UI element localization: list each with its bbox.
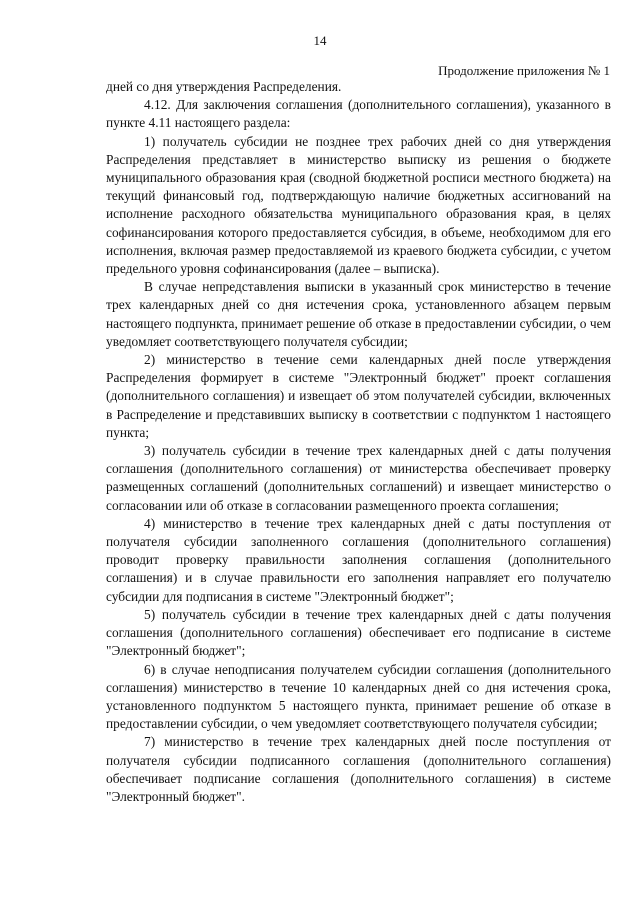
paragraph-4-12: 4.12. Для заключения соглашения (дополнительного соглашения), указанного в пункте 4.11 настоящего раздела: [106, 97, 611, 131]
paragraph-item-3: 3) получатель субсидии в течение трех календарных дней с даты получения соглашения (дополнительного соглашения) от министерства обеспечивает проверку размещенных соглашений (дополнительных соглашений) и извещает министерство о согласовании или об отказе в согласовании размещенного проекта соглашения; [106, 443, 611, 513]
paragraph-item-6: 6) в случае неподписания получателем субсидии соглашения (дополнительного соглашения) министерство в течение 10 календарных дней со дня истечения срока, установленного подпунктом 5 настоящего пункта, принимает решение об отказе в предоставлении субсидии, о чем уведомляет соответствующего получателя субсидии; [106, 661, 611, 732]
paragraph-item-2: 2) министерство в течение семи календарных дней после утверждения Распределения формирует в системе "Электронный бюджет" проект соглашения (дополнительного соглашения) и извещает об этом получателей субсидии, включенных в Распределение и представивших выписку в соответствии с подпунктом 1 настоящего пункта; [106, 352, 611, 440]
paragraph-item-5: 5) получатель субсидии в течение трех календарных дней с даты получения соглашения (дополнительного соглашения) обеспечивает его подписание в системе "Электронный бюджет"; [106, 606, 611, 659]
paragraph-item-4: 4) министерство в течение трех календарных дней с даты поступления от получателя субсидии заполненного соглашения (дополнительного соглашения) проводит проверку правильности заполнения соглашения (дополнительного соглашения) и в случае правильности его заполнения направляет его получателю субсидии для подписания в системе "Электронный бюджет"; [106, 515, 611, 604]
paragraph-intro: дней со дня утверждения Распределения. [106, 79, 342, 94]
appendix-continuation-label: Продолжение приложения № 1 [438, 63, 610, 78]
paragraph-item-1-refusal: В случае непредставления выписки в указанный срок министерство в течение трех календарных дней со дня истечения срока, установленного абзацем первым настоящего подпункта, принимает решение об отказе в предоставлении субсидии, о чем уведомляет соответствующего получателя субсидии; [106, 279, 611, 349]
paragraph-item-7: 7) министерство в течение трех календарных дней после поступления от получателя субсидии подписанного соглашения (дополнительного соглашения) обеспечивает подписание соглашения (дополнительного соглашения) в системе "Электронный бюджет". [106, 734, 611, 804]
paragraph-item-1: 1) получатель субсидии не позднее трех рабочих дней со дня утверждения Распределения представляет в министерство выписку из решения о бюджете муниципального образования края (сводной бюджетной росписи местного бюджета) на текущий финансовый год, подтверждающую наличие бюджетных ассигнований на исполнение расходного обязательства муниципального образования края, в целях софинансирования которого предоставляется субсидия, в объеме, необходимом для его исполнения, включая размер предоставляемой из краевого бюджета субсидии, с учетом предельного уровня софинансирования (далее – выписка). [106, 133, 611, 277]
document-body [106, 78, 611, 806]
page-number: 14 [313, 33, 327, 48]
